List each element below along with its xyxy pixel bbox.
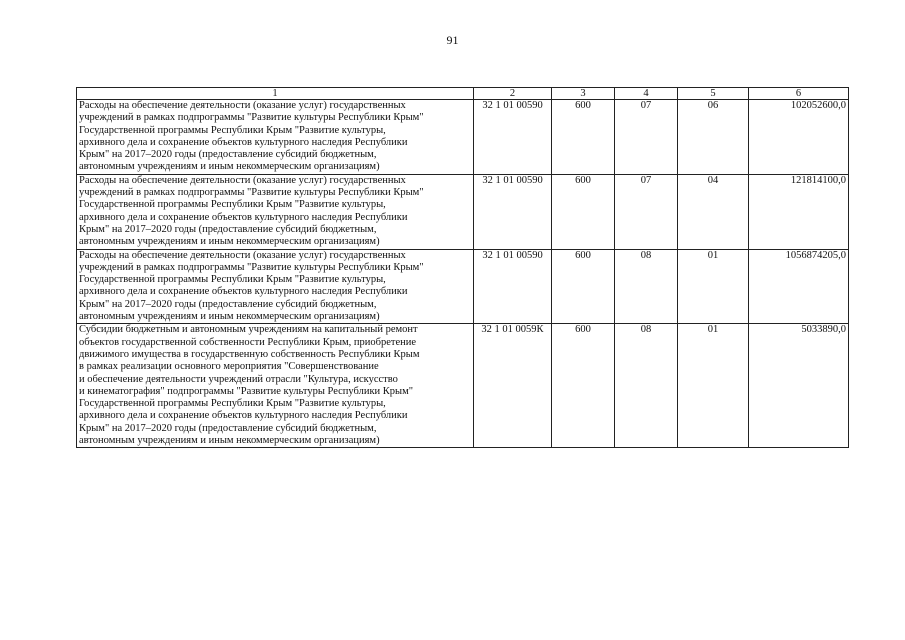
description-line: архивного дела и сохранение объектов культурного наследия Республики bbox=[79, 211, 408, 223]
column-header-2: 2 bbox=[474, 88, 552, 100]
subsection-code: 06 bbox=[678, 100, 749, 175]
subsection-code: 01 bbox=[678, 249, 749, 324]
section-code: 07 bbox=[615, 100, 678, 175]
section-code: 08 bbox=[615, 249, 678, 324]
description-line: автономным учреждениям и иным некоммерческим организациям) bbox=[79, 435, 380, 447]
description-line: Государственной программы Республики Крым "Развитие культуры, bbox=[79, 124, 386, 136]
description-line: Субсидии бюджетным и автономным учреждениям на капитальный ремонт bbox=[79, 324, 418, 336]
description-line: Расходы на обеспечение деятельности (оказание услуг) государственных bbox=[79, 100, 406, 111]
description-line: архивного дела и сохранение объектов культурного наследия Республики bbox=[79, 136, 408, 148]
description-line: объектов государственной собственности Республики Крым, приобретение bbox=[79, 336, 417, 348]
table-header-row bbox=[77, 88, 849, 100]
budget-code: 32 1 01 0059К bbox=[474, 324, 552, 448]
expense-type: 600 bbox=[552, 100, 615, 175]
column-header-3: 3 bbox=[552, 88, 615, 100]
budget-code: 32 1 01 00590 bbox=[474, 100, 552, 175]
description-line: учреждений в рамках подпрограммы "Развитие культуры Республики Крым" bbox=[79, 112, 424, 124]
description-line: Государственной программы Республики Крым "Развитие культуры, bbox=[79, 199, 386, 211]
subsection-code: 04 bbox=[678, 174, 749, 249]
description-line: и обеспечение деятельности учреждений отрасли "Культура, искусство bbox=[79, 373, 398, 385]
description-line: автономным учреждениям и иным некоммерческим организациям) bbox=[79, 161, 380, 173]
subsection-code: 01 bbox=[678, 324, 749, 448]
table-row bbox=[77, 174, 849, 249]
row-description bbox=[77, 174, 474, 249]
budget-table bbox=[76, 87, 849, 448]
table-row bbox=[77, 249, 849, 324]
description-line: и кинематография" подпрограммы "Развитие культуры Республики Крым" bbox=[79, 385, 414, 397]
description-line: автономным учреждениям и иным некоммерческим организациям) bbox=[79, 311, 380, 323]
description-line: движимого имущества в государственную собственность Республики Крым bbox=[79, 348, 420, 360]
description-line: архивного дела и сохранение объектов культурного наследия Республики bbox=[79, 286, 408, 298]
description-line: Государственной программы Республики Крым "Развитие культуры, bbox=[79, 274, 386, 286]
description-line: архивного дела и сохранение объектов культурного наследия Республики bbox=[79, 410, 408, 422]
table-row bbox=[77, 100, 849, 175]
expense-type: 600 bbox=[552, 249, 615, 324]
description-line: Крым" на 2017–2020 годы (предоставление субсидий бюджетным, bbox=[79, 422, 377, 434]
row-description bbox=[77, 324, 474, 448]
section-code: 07 bbox=[615, 174, 678, 249]
description-line: Расходы на обеспечение деятельности (оказание услуг) государственных bbox=[79, 174, 406, 186]
section-code: 08 bbox=[615, 324, 678, 448]
expense-type: 600 bbox=[552, 324, 615, 448]
column-header-5: 5 bbox=[678, 88, 749, 100]
expense-type: 600 bbox=[552, 174, 615, 249]
description-line: учреждений в рамках подпрограммы "Развитие культуры Республики Крым" bbox=[79, 187, 424, 199]
table-row bbox=[77, 324, 849, 448]
row-description bbox=[77, 100, 474, 175]
description-line: Крым" на 2017–2020 годы (предоставление субсидий бюджетным, bbox=[79, 149, 377, 161]
page-number: 91 bbox=[446, 33, 459, 47]
description-line: Расходы на обеспечение деятельности (оказание услуг) государственных bbox=[79, 249, 406, 261]
description-line: Государственной программы Республики Крым "Развитие культуры, bbox=[79, 398, 386, 410]
budget-code: 32 1 01 00590 bbox=[474, 249, 552, 324]
description-line: автономным учреждениям и иным некоммерческим организациям) bbox=[79, 236, 380, 248]
budget-code: 32 1 01 00590 bbox=[474, 174, 552, 249]
description-line: учреждений в рамках подпрограммы "Развитие культуры Республики Крым" bbox=[79, 261, 424, 273]
column-header-6: 6 bbox=[749, 88, 849, 100]
amount: 1056874205,0 bbox=[749, 249, 849, 324]
column-header-4: 4 bbox=[615, 88, 678, 100]
column-header-1: 1 bbox=[77, 88, 474, 100]
amount: 5033890,0 bbox=[749, 324, 849, 448]
row-description bbox=[77, 249, 474, 324]
description-line: в рамках реализации основного мероприятия "Совершенствование bbox=[79, 361, 379, 373]
amount: 121814100,0 bbox=[749, 174, 849, 249]
description-line: Крым" на 2017–2020 годы (предоставление субсидий бюджетным, bbox=[79, 223, 377, 235]
description-line: Крым" на 2017–2020 годы (предоставление субсидий бюджетным, bbox=[79, 298, 377, 310]
amount: 102052600,0 bbox=[749, 100, 849, 175]
